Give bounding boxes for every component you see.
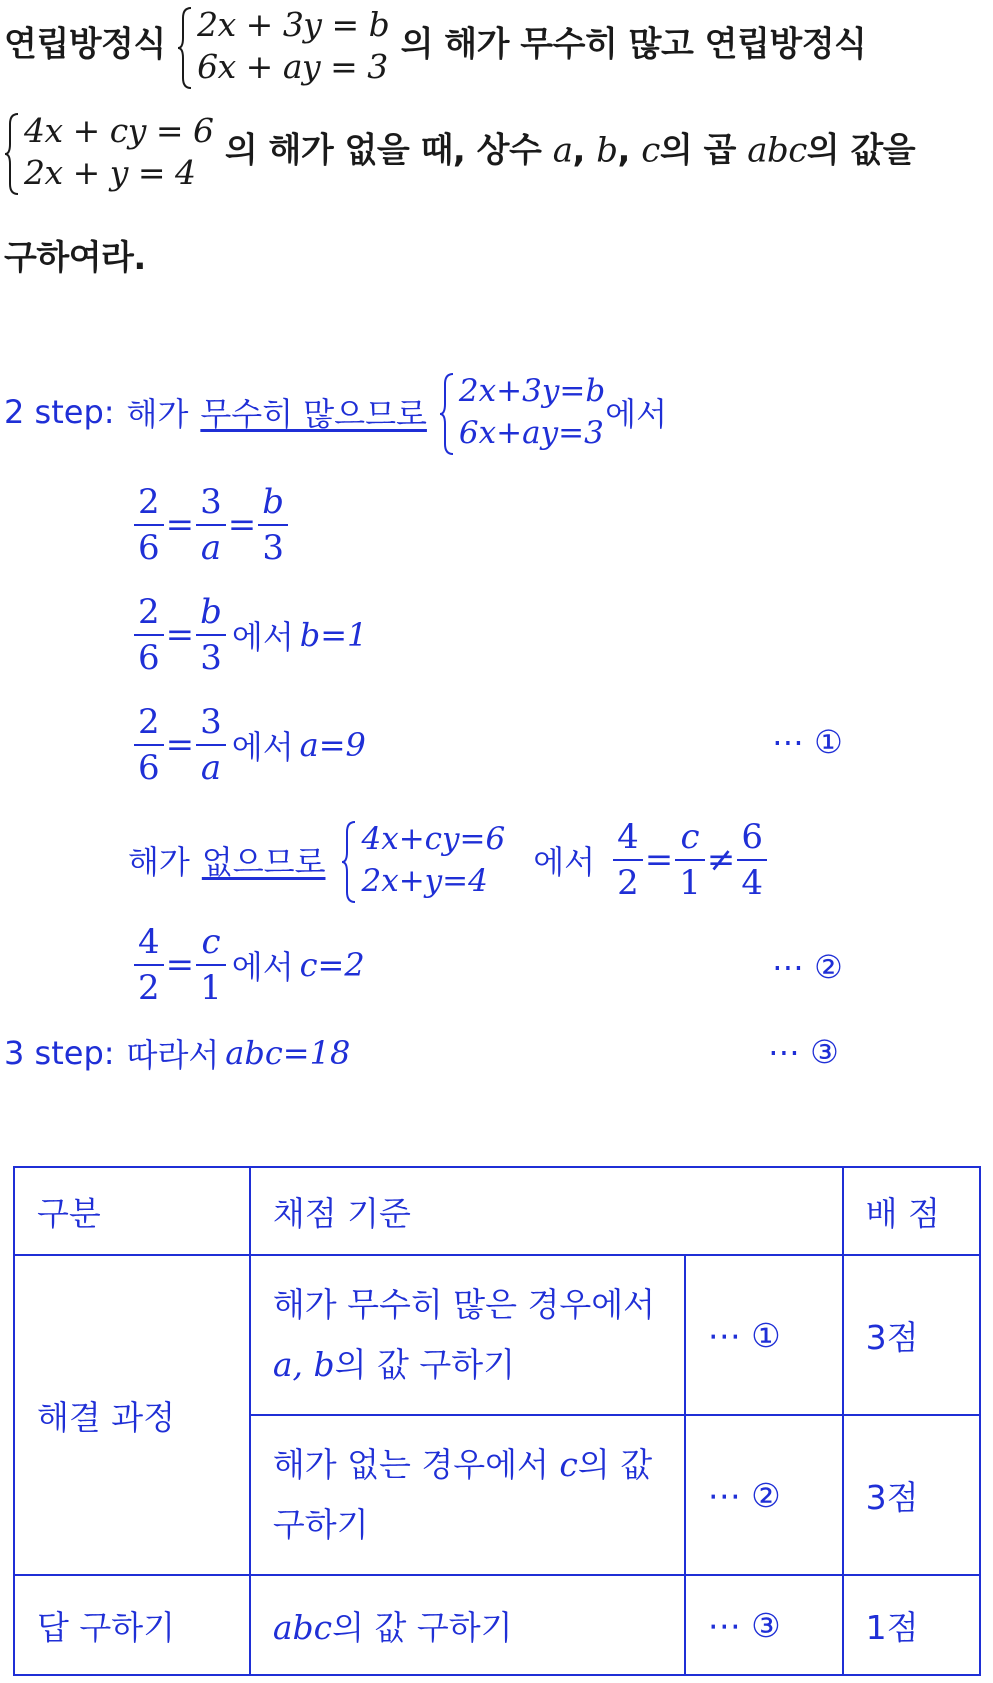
- solution-text: 에서: [231, 618, 294, 656]
- ratio-line-2: $\frac{2}{6}$ = $\frac{b}{3}$ 에서 b=1: [134, 590, 367, 680]
- var-b: b: [596, 130, 618, 171]
- group-answer: 답 구하기: [14, 1575, 250, 1675]
- solution-text: 따라서: [126, 1036, 220, 1074]
- solution-text-underlined: 무수히 많으므로: [200, 395, 427, 433]
- result: b=1: [299, 616, 368, 654]
- criteria-text: 구하기: [272, 1505, 369, 1544]
- grading-table: [13, 1166, 981, 1676]
- equation: 2x + y = 4: [24, 153, 196, 192]
- equation: 2x + 3y = b: [197, 5, 390, 44]
- mark-cell: ⋯ ①: [685, 1255, 843, 1415]
- brace-icon: [341, 820, 357, 904]
- header-category: 구분: [14, 1167, 250, 1255]
- step2-line: [4, 370, 673, 454]
- problem-text: 의 곱: [659, 130, 736, 171]
- fraction: $\frac{b}{3}$: [196, 590, 226, 680]
- step3-line: [4, 1030, 350, 1076]
- system-1: [177, 4, 389, 88]
- fraction: $\frac{4}{2}$: [613, 815, 643, 905]
- ratio-line-4: $\frac{4}{2}$ = $\frac{c}{1}$ 에서 c=2: [134, 920, 365, 1010]
- var-c: c: [641, 130, 660, 171]
- table-row: [14, 1255, 980, 1415]
- fraction: $\frac{c}{1}$: [675, 815, 705, 905]
- result: c=2: [299, 946, 365, 984]
- problem-text: 연립방정식: [4, 24, 166, 65]
- fraction: $\frac{3}{a}$: [196, 700, 226, 790]
- score-cell: 3점: [843, 1255, 980, 1415]
- step2-system: [439, 370, 605, 454]
- problem-line-2: 4x + cy = 6 2x + y = 4 의 해가 없을 때, 상수 a, b, c의 곱 abc의 값을: [4, 110, 915, 194]
- equation: 2x+y=4: [361, 863, 488, 899]
- brace-icon: [177, 6, 193, 90]
- mark-cell: ⋯ ②: [685, 1415, 843, 1575]
- criteria-cell: abc의 값 구하기: [250, 1575, 685, 1675]
- fraction: $\frac{2}{6}$: [134, 700, 164, 790]
- fraction: $\frac{4}{2}$: [134, 920, 164, 1010]
- mark-2: ⋯ ②: [772, 948, 843, 986]
- equation: 6x + ay = 3: [197, 47, 388, 86]
- problem-line-3: 구하여라.: [4, 238, 146, 278]
- var-a: a: [552, 130, 573, 171]
- solution-text: 에서: [533, 843, 596, 881]
- criteria-text: a, b의 값 구하기: [272, 1345, 516, 1384]
- header-criteria: 채점 기준: [250, 1167, 843, 1255]
- solution-text: 에서: [605, 395, 667, 433]
- score-cell: 1점: [843, 1575, 980, 1675]
- none-system: [341, 818, 505, 902]
- group-solve-process: 해결 과정: [14, 1255, 250, 1575]
- fraction: $\frac{3}{a}$: [196, 480, 226, 570]
- ratio-line-3: $\frac{2}{6}$ = $\frac{3}{a}$ 에서 a=9: [134, 700, 366, 790]
- equation: 2x+3y=b: [458, 373, 606, 409]
- result: a=9: [299, 726, 366, 764]
- table-row: [14, 1167, 980, 1255]
- header-score: 배 점: [843, 1167, 980, 1255]
- solution-text: 해가: [126, 395, 189, 433]
- mark-cell: ⋯ ③: [685, 1575, 843, 1675]
- score-cell: 3점: [843, 1415, 980, 1575]
- fraction: $\frac{6}{4}$: [737, 815, 767, 905]
- system-2: [4, 110, 214, 194]
- equation: 6x+ay=3: [458, 415, 604, 451]
- problem-text: 의 해가 무수히 많고 연립방정식: [400, 24, 867, 65]
- step-label: 2 step:: [4, 393, 115, 431]
- equation: 4x+cy=6: [361, 821, 506, 857]
- ratio-line-1: $\frac{2}{6}$ = $\frac{3}{a}$ = $\frac{b}{3}$: [134, 480, 288, 570]
- equation: 4x + cy = 6: [24, 111, 214, 150]
- fraction: $\frac{2}{6}$: [134, 590, 164, 680]
- criteria-text: 해가 없는 경우에서 c의 값: [272, 1445, 653, 1484]
- problem-text: 의 값을: [806, 130, 916, 171]
- none-line: 해가 없으므로 4x+cy=6 2x+y=4 에서 $\frac{4}{2}$ = $\frac{c}{1}$ ≠ $\frac{6}{4}$: [128, 815, 767, 905]
- brace-icon: [4, 112, 20, 196]
- criteria-text: 해가 무수히 많은 경우에서: [272, 1285, 655, 1324]
- fraction: $\frac{b}{3}$: [258, 480, 288, 570]
- problem-line-1: [4, 4, 866, 88]
- step-label: 3 step:: [4, 1034, 115, 1072]
- solution-text: 에서: [231, 948, 294, 986]
- result: abc=18: [225, 1034, 351, 1072]
- criteria-cell: [250, 1255, 685, 1415]
- fraction: $\frac{c}{1}$: [196, 920, 226, 1010]
- var-abc: abc: [747, 130, 807, 171]
- brace-icon: [439, 372, 455, 456]
- problem-text: 의 해가 없을 때, 상수: [224, 130, 542, 171]
- mark-1: ⋯ ①: [772, 723, 843, 761]
- solution-text: 해가: [128, 843, 190, 881]
- fraction: $\frac{2}{6}$: [134, 480, 164, 570]
- mark-3: ⋯ ③: [768, 1033, 839, 1071]
- solution-text-underlined: 없으므로: [201, 843, 326, 881]
- table-row: [14, 1575, 980, 1675]
- criteria-cell: [250, 1415, 685, 1575]
- solution-text: 에서: [231, 728, 294, 766]
